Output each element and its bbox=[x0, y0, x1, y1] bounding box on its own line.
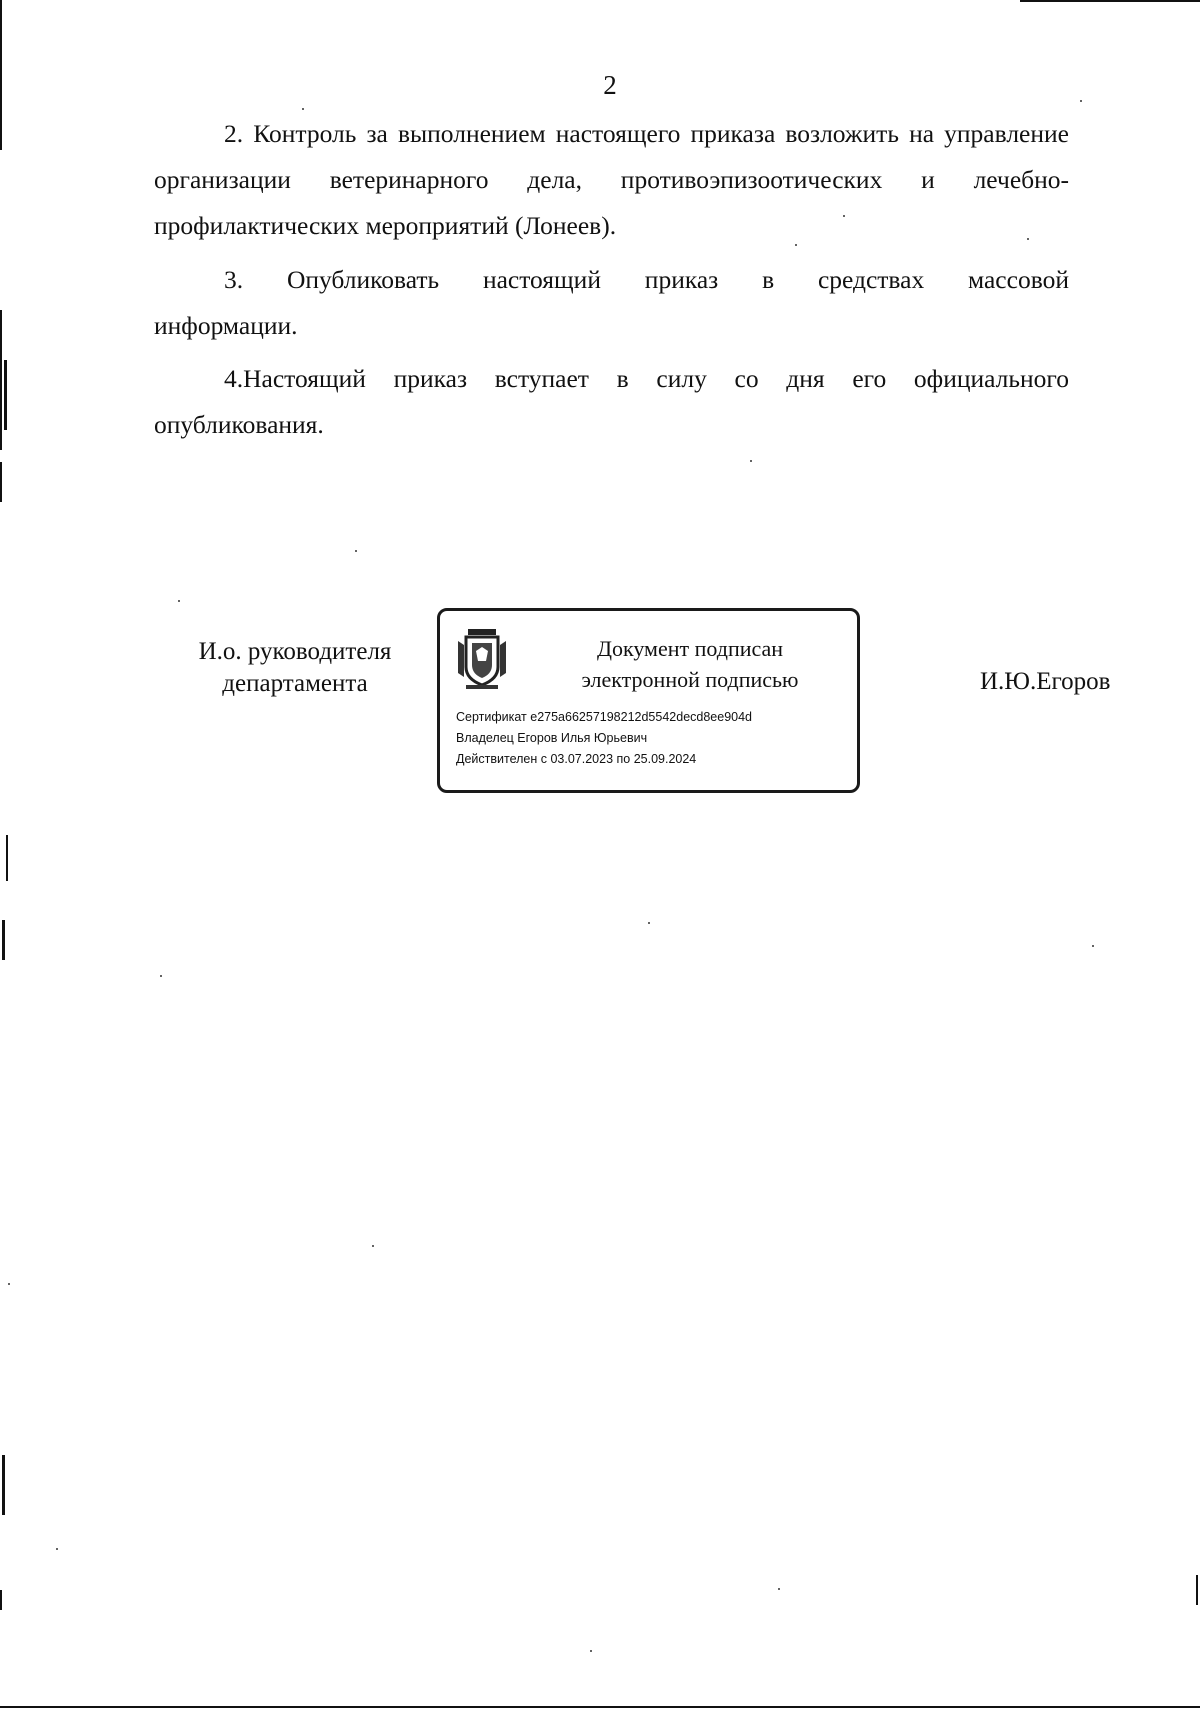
signer-name: И.Ю.Егоров bbox=[980, 668, 1111, 695]
scan-speck bbox=[590, 1650, 592, 1652]
p3-word: средствах bbox=[817, 265, 925, 294]
scan-edge-mark bbox=[0, 1706, 1200, 1708]
scan-edge-mark bbox=[1020, 0, 1200, 2]
electronic-signature-stamp bbox=[437, 608, 860, 793]
scan-speck bbox=[178, 600, 180, 602]
scan-edge-mark bbox=[4, 360, 7, 430]
certificate-owner: Владелец Егоров Илья Юрьевич bbox=[456, 731, 648, 745]
scan-speck bbox=[8, 1283, 10, 1285]
signer-position-line1: И.о. руководителя bbox=[198, 638, 392, 665]
stamp-heading-line2: электронной подписью bbox=[581, 667, 799, 692]
paragraph-4: 4.Настоящий приказ вступает в силу со дня его официального опубликования. bbox=[154, 364, 1069, 439]
page-number: 2 bbox=[603, 70, 617, 100]
p3-word: в bbox=[762, 265, 775, 294]
scan-edge-mark bbox=[0, 310, 2, 450]
scan-edge-mark bbox=[0, 1590, 2, 1610]
paragraph-3-first-line bbox=[154, 257, 1069, 303]
scan-speck bbox=[648, 922, 650, 924]
scan-speck bbox=[302, 108, 304, 110]
scan-edge-mark bbox=[1196, 1575, 1198, 1605]
certificate-validity: Действителен с 03.07.2023 по 25.09.2024 bbox=[456, 752, 697, 766]
paragraph-2: 2. Контроль за выполнением настоящего приказа возложить на управление организации ветеринарного дела, противоэпизоотических и лечебно-профилактических мероприятий (Лонеев). bbox=[154, 119, 1069, 240]
stamp-heading bbox=[540, 633, 840, 695]
scan-edge-mark bbox=[0, 462, 2, 502]
p3-word: массовой bbox=[968, 265, 1069, 294]
stamp-details bbox=[456, 707, 752, 770]
scan-edge-mark bbox=[6, 835, 8, 881]
p3-word: настоящий bbox=[482, 265, 601, 294]
paragraph-3 bbox=[154, 257, 1069, 349]
p3-word: 3. bbox=[224, 265, 244, 294]
scan-speck bbox=[1092, 945, 1094, 947]
paragraph-3-end: информации. bbox=[154, 311, 298, 340]
scan-speck bbox=[160, 975, 162, 977]
stamp-heading-line1: Документ подписан bbox=[596, 636, 784, 661]
signer-position bbox=[160, 636, 430, 700]
coat-of-arms-icon bbox=[456, 627, 508, 691]
certificate-number: Сертификат e275a66257198212d5542decd8ee904d bbox=[456, 710, 753, 724]
scan-edge-mark bbox=[2, 1455, 5, 1515]
p3-word: Опубликовать bbox=[286, 265, 440, 294]
scan-speck bbox=[750, 460, 752, 462]
scan-speck bbox=[372, 1245, 374, 1247]
scan-speck bbox=[778, 1588, 780, 1590]
scan-speck bbox=[355, 550, 357, 552]
p3-word: приказ bbox=[644, 265, 719, 294]
signer-position-line2: департамента bbox=[222, 670, 368, 697]
scan-speck bbox=[56, 1548, 58, 1550]
scan-edge-mark bbox=[2, 920, 5, 960]
